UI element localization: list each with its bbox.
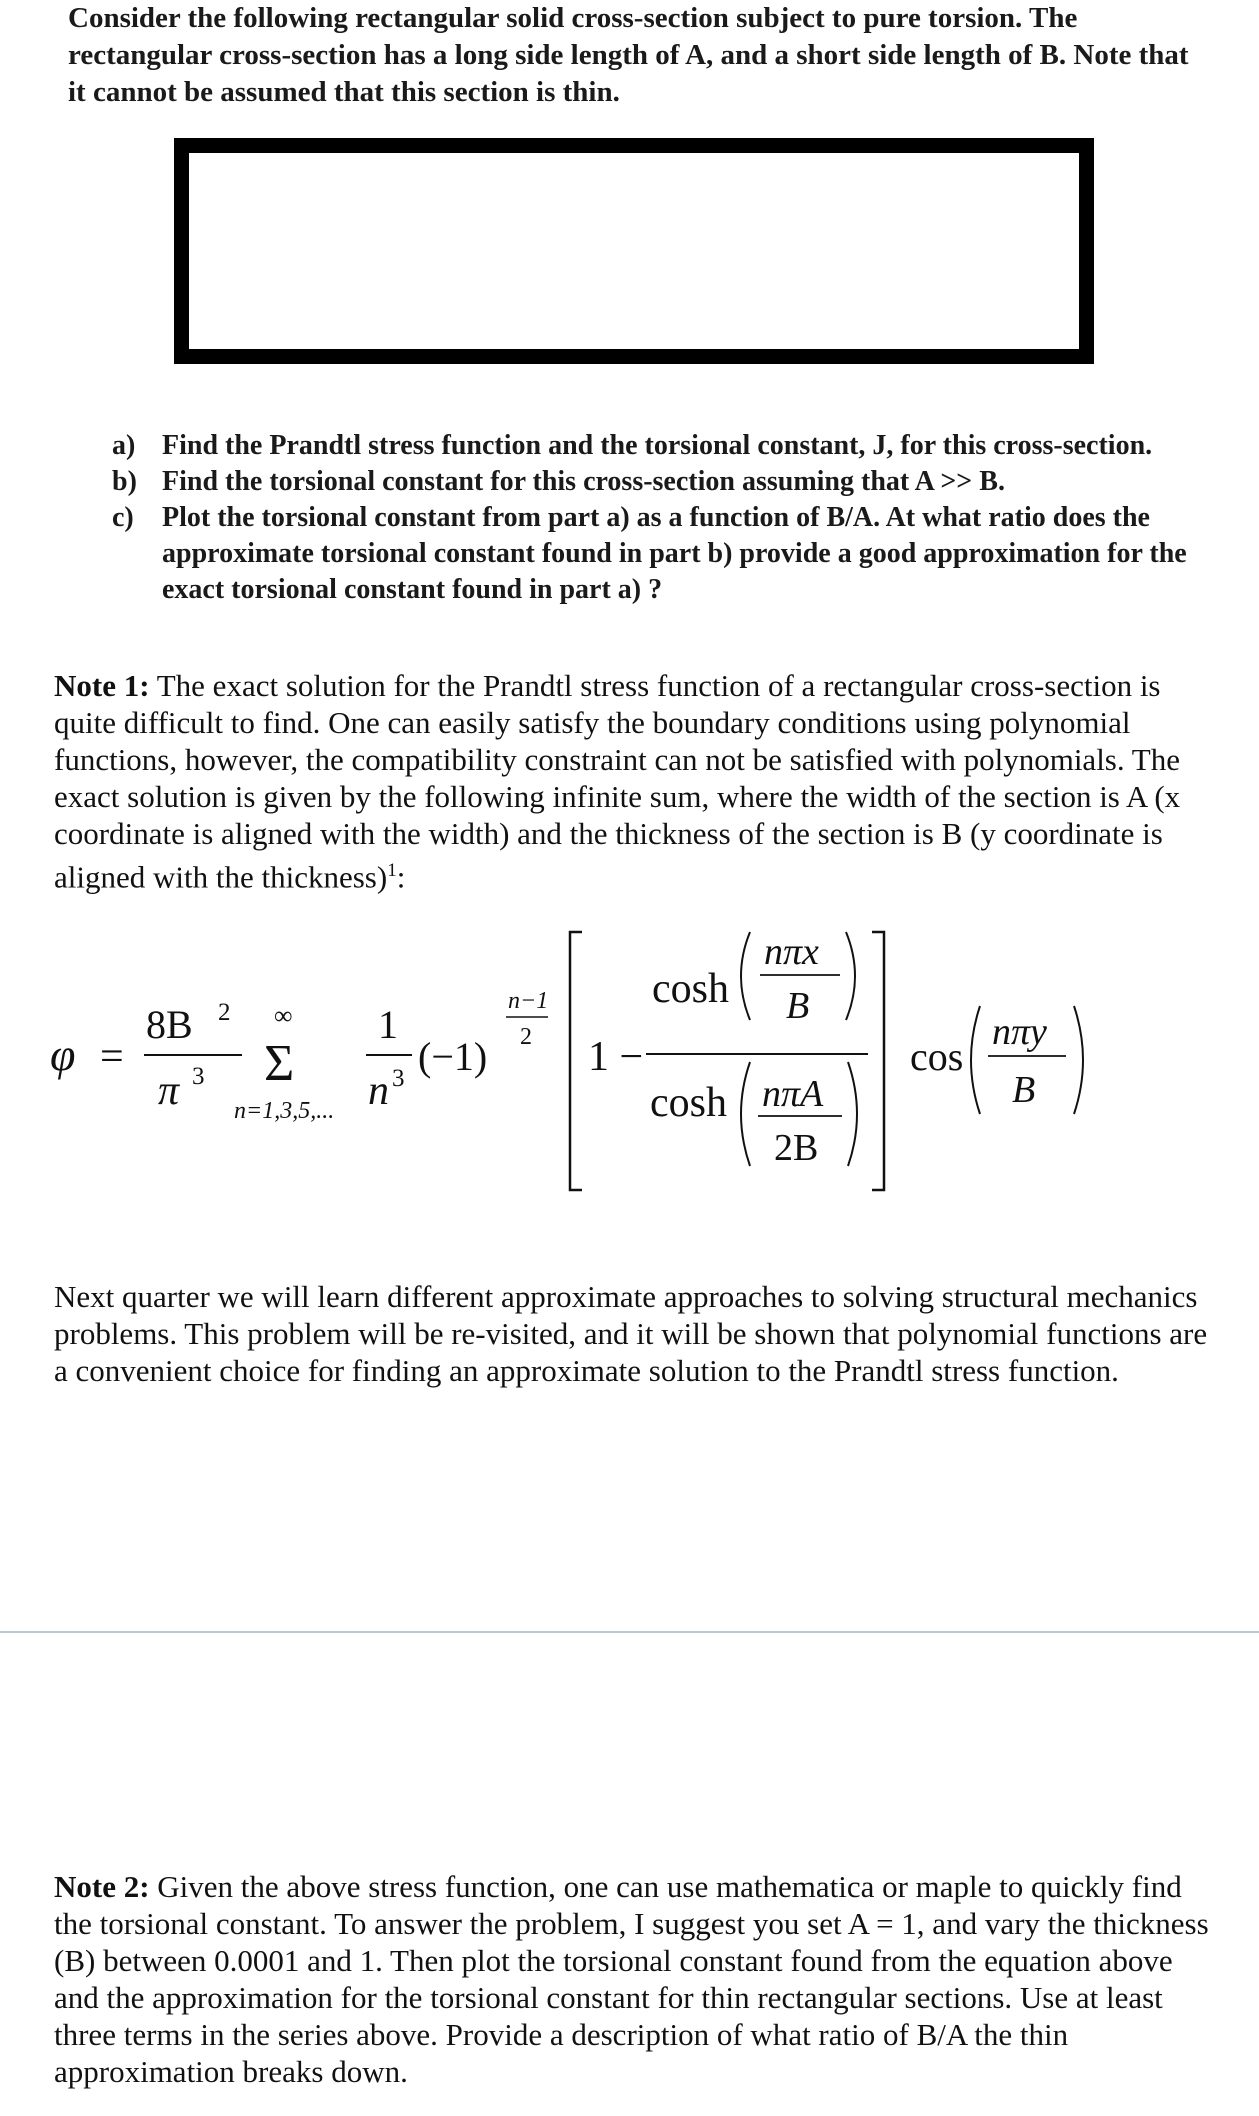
problem-intro <box>68 0 1198 111</box>
cos-right-paren <box>1074 1006 1083 1114</box>
problem-intro-text: Consider the following rectangular solid cross-section subject to pure torsion. The rectangular cross-section has a long side length of A, and a short side length of B. Note that it cannot be assumed that this section is thin. <box>68 2 1189 108</box>
coef-denominator: π <box>158 1068 180 1114</box>
note-1 <box>54 667 1214 895</box>
cosh-top-right-paren <box>846 932 855 1020</box>
cosh-bottom-left-paren <box>741 1062 750 1166</box>
one-minus: 1 − <box>588 1034 644 1080</box>
cosh-bottom-label: cosh <box>650 1080 727 1126</box>
cos-label: cos <box>910 1034 964 1079</box>
cosh-top-left-paren <box>741 932 750 1020</box>
sum-lower-limit: n=1,3,5,... <box>234 1098 335 1124</box>
cosh-bottom-right-paren <box>848 1062 857 1166</box>
note-2 <box>54 1868 1214 2090</box>
footnote-marker: 1 <box>387 860 397 881</box>
rectangle-cross-section-figure <box>174 138 1094 364</box>
question-c <box>112 500 1222 608</box>
question-list <box>112 428 1222 608</box>
left-bracket <box>570 932 582 1190</box>
sign-exponent-denominator: 2 <box>520 1024 532 1050</box>
sign-base: (−1) <box>418 1034 488 1079</box>
note-2-text: Given the above stress function, one can use mathematica or maple to quickly find the torsional constant. To answer the problem, I suggest you set A = 1, and vary the thickness (B) between 0.0001 and 1. Then plot the torsional constant found from the equation above and the approximation for the torsional constant for thin rectangular sections. Use at least three terms in the series above. Provide a description of what ratio of B/A the thin approximation breaks down. <box>54 1869 1209 2089</box>
next-quarter-text: Next quarter we will learn different approximate approaches to solving structural mechanics problems. This problem will be re-visited, and it will be shown that polynomial functions are a convenient choice for finding an approximate solution to the Prandtl stress function. <box>54 1279 1208 1388</box>
term-denominator: n <box>368 1068 389 1114</box>
note-1-tail: : <box>396 859 406 895</box>
coef-denominator-exponent: 3 <box>192 1063 205 1090</box>
equals-sign: = <box>100 1034 124 1080</box>
sum-upper-limit: ∞ <box>274 1001 293 1030</box>
question-letter: b) <box>112 466 137 497</box>
question-a <box>112 428 1222 464</box>
right-bracket <box>872 932 884 1190</box>
question-b <box>112 464 1222 500</box>
cosh-top-arg-numerator: nπx <box>764 931 819 973</box>
term-denominator-exponent: 3 <box>392 1065 405 1092</box>
term-numerator: 1 <box>378 1002 398 1047</box>
cosh-bottom-arg-numerator: nπA <box>762 1073 824 1115</box>
question-text: Plot the torsional constant from part a) as a function of B/A. At what ratio does the approximate torsional constant found in part b) provide a good approximation for the exact torsional constant found in part a) ? <box>162 502 1187 605</box>
cosh-bottom-arg-denominator: 2B <box>774 1127 819 1169</box>
prandtl-stress-function-formula <box>50 920 1190 1200</box>
sigma-symbol: Σ <box>264 1035 295 1092</box>
cos-arg-denominator: B <box>1012 1069 1036 1111</box>
cos-arg-numerator: nπy <box>992 1011 1047 1053</box>
note-2-label: Note 2: <box>54 1869 150 1904</box>
coef-numerator: 8B <box>146 1002 193 1047</box>
cos-left-paren <box>971 1006 980 1114</box>
cosh-top-arg-denominator: B <box>786 985 810 1027</box>
section-divider <box>0 1631 1259 1633</box>
question-text: Find the Prandtl stress function and the torsional constant, J, for this cross-section. <box>162 430 1153 461</box>
next-quarter-paragraph <box>54 1278 1214 1389</box>
coef-numerator-exponent: 2 <box>218 999 231 1026</box>
phi-symbol: φ <box>50 1029 76 1080</box>
question-letter: a) <box>112 430 136 461</box>
note-1-text: The exact solution for the Prandtl stress function of a rectangular cross-section is quite difficult to find. One can easily satisfy the boundary conditions using polynomial functions, however, the compatibility constraint can not be satisfied with polynomials. The exact solution is given by the following infinite sum, where the width of the section is A (x coordinate is aligned with the width) and the thickness of the section is B (y coordinate is aligned with the thickness) <box>54 668 1181 895</box>
question-letter: c) <box>112 502 134 533</box>
question-text: Find the torsional constant for this cross-section assuming that A >> B. <box>162 466 1005 497</box>
sign-exponent-numerator: n−1 <box>508 988 549 1014</box>
note-1-label: Note 1: <box>54 668 150 703</box>
cosh-top-label: cosh <box>652 966 729 1012</box>
